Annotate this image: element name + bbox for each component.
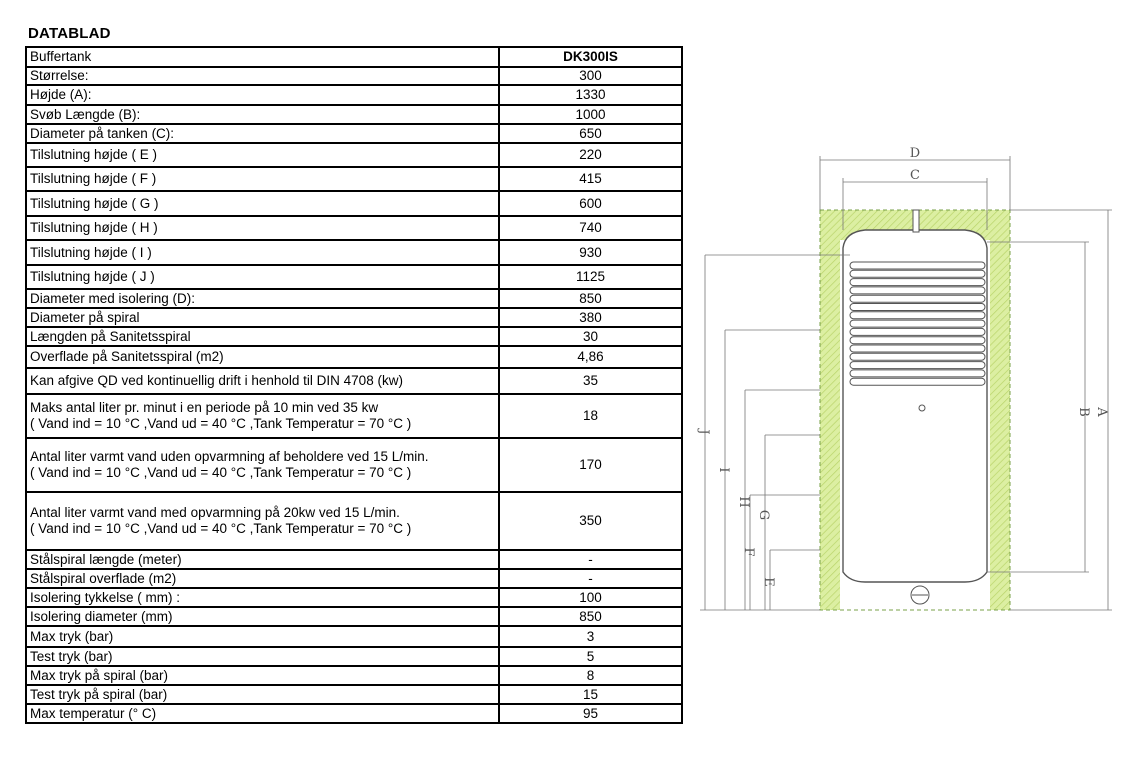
table-row [26,67,682,85]
row-value: 1125 [499,265,682,289]
row-label: Stålspiral overflade (m2) [26,569,499,588]
row-value: 300 [499,67,682,85]
table-row [26,588,682,607]
row-label: Max temperatur (° C) [26,704,499,723]
label-D: D [909,146,921,161]
row-value: 30 [499,327,682,346]
spec-table [25,46,683,724]
row-value: 930 [499,240,682,265]
row-label: Diameter på spiral [26,308,499,327]
row-value: 3 [499,626,682,647]
row-value: 15 [499,685,682,704]
label-B: B [1076,407,1091,417]
row-value: 18 [499,394,682,438]
row-value: 1330 [499,85,682,105]
row-value: 650 [499,124,682,143]
table-row [26,124,682,143]
row-value: 220 [499,143,682,167]
label-A: A [1094,407,1109,417]
table-row [26,626,682,647]
label-I: I [716,467,731,473]
row-label: Størrelse: [26,67,499,85]
row-label: Antal liter varmt vand uden opvarmning af beholdere ved 15 L/min. ( Vand ind = 10 °C ,Vand ud = 40 °C ,Tank Temperatur = 70 °C ) [26,438,499,492]
table-row [26,308,682,327]
row-label: Max tryk på spiral (bar) [26,666,499,685]
table-row [26,240,682,265]
table-row [26,607,682,626]
row-value: 600 [499,191,682,216]
label-F: F [741,547,756,557]
row-value: 380 [499,308,682,327]
table-row [26,85,682,105]
table-row [26,647,682,666]
table-row [26,394,682,438]
page-title: DATABLAD [28,25,111,42]
label-C: C [910,168,920,183]
table-header-row [26,47,682,67]
row-value: 1000 [499,105,682,124]
table-row [26,704,682,723]
row-label: Længden på Sanitetsspiral [26,327,499,346]
row-value: 5 [499,647,682,666]
row-label: Svøb Længde (B): [26,105,499,124]
row-label: Tilslutning højde ( E ) [26,143,499,167]
row-value: 95 [499,704,682,723]
row-label: Tilslutning højde ( F ) [26,167,499,191]
row-label: Kan afgive QD ved kontinuellig drift i henhold til DIN 4708 (kw) [26,368,499,394]
row-value: 850 [499,607,682,626]
row-label: Test tryk (bar) [26,647,499,666]
table-row [26,327,682,346]
row-label: Diameter på tanken (C): [26,124,499,143]
table-row [26,550,682,569]
row-label: Tilslutning højde ( J ) [26,265,499,289]
table-row [26,265,682,289]
row-label: Diameter med isolering (D): [26,289,499,308]
row-label: Maks antal liter pr. minut i en periode på 10 min ved 35 kw ( Vand ind = 10 °C ,Vand ud = 40 °C ,Tank Temperatur = 70 °C ) [26,394,499,438]
row-label: Overflade på Sanitetsspiral (m2) [26,346,499,368]
label-J: J [696,429,711,435]
row-value: 850 [499,289,682,308]
row-value: - [499,550,682,569]
table-row [26,666,682,685]
row-value: 8 [499,666,682,685]
row-label: Tilslutning højde ( G ) [26,191,499,216]
table-row [26,346,682,368]
table-row [26,438,682,492]
table-row [26,685,682,704]
header-label: Buffertank [26,47,499,67]
table-row [26,191,682,216]
table-row [26,167,682,191]
row-label: Isolering diameter (mm) [26,607,499,626]
row-value: 350 [499,492,682,550]
row-value: 740 [499,216,682,240]
row-label: Tilslutning højde ( I ) [26,240,499,265]
tank-diagram [696,140,1120,620]
row-label: Max tryk (bar) [26,626,499,647]
label-E: E [761,577,776,587]
row-value: 4,86 [499,346,682,368]
header-value: DK300IS [499,47,682,67]
row-value: 100 [499,588,682,607]
table-row [26,492,682,550]
row-value: - [499,569,682,588]
label-H: H [736,496,751,508]
table-row [26,143,682,167]
table-row [26,216,682,240]
table-row [26,105,682,124]
row-value: 170 [499,438,682,492]
row-label: Tilslutning højde ( H ) [26,216,499,240]
row-label: Antal liter varmt vand med opvarmning på 20kw ved 15 L/min. ( Vand ind = 10 °C ,Vand ud = 40 °C ,Tank Temperatur = 70 °C ) [26,492,499,550]
table-row [26,368,682,394]
row-value: 415 [499,167,682,191]
row-label: Højde (A): [26,85,499,105]
row-value: 35 [499,368,682,394]
table-row [26,289,682,308]
table-row [26,569,682,588]
row-label: Test tryk på spiral (bar) [26,685,499,704]
row-label: Stålspiral længde (meter) [26,550,499,569]
row-label: Isolering tykkelse ( mm) : [26,588,499,607]
label-G: G [756,509,771,521]
